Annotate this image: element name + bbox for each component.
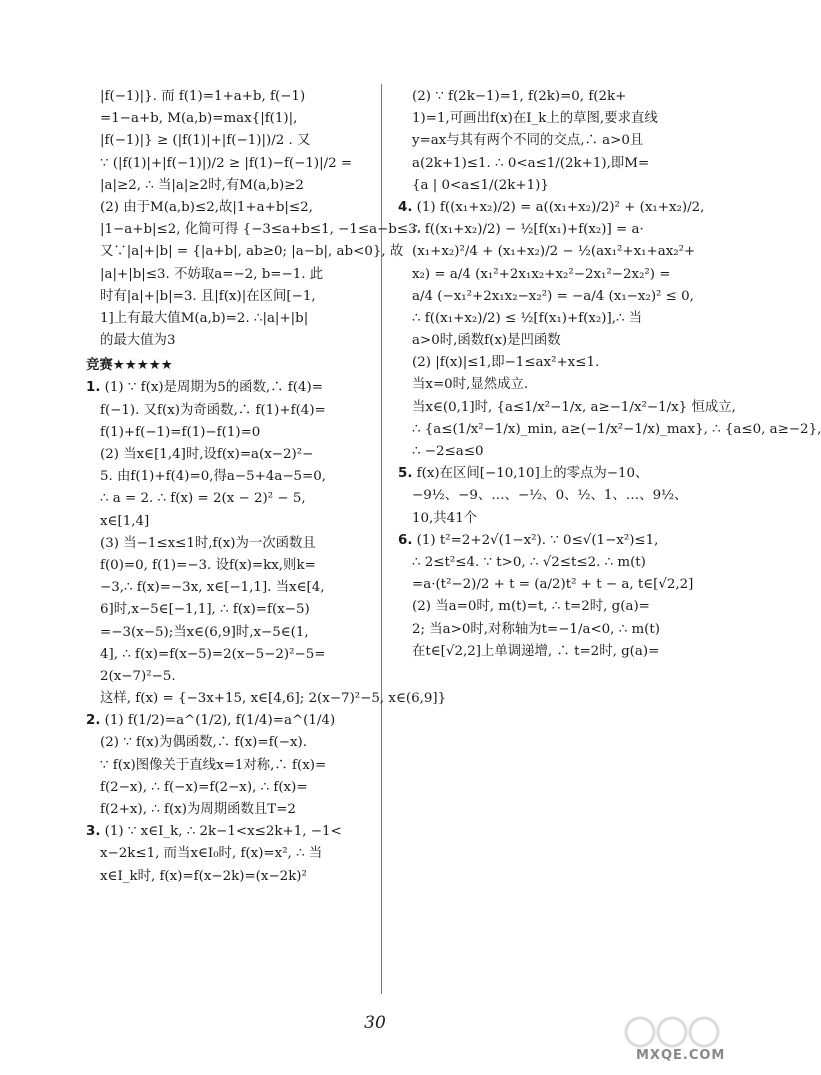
text-line: (x₁+x₂)²/4 + (x₁+x₂)/2 − ½(ax₁²+x₁+ax₂²+	[412, 244, 696, 260]
text-line: 当x∈(0,1]时, {a≤1/x²−1/x, a≥−1/x²−1/x} 恒成立,	[412, 399, 736, 415]
text-line: 在t∈[√2,2]上单调递增, ∴ t=2时, g(a)=	[412, 643, 660, 659]
text-line: −9½、−9、…、−½、0、½、1、…、9½、	[412, 488, 688, 504]
text-line: 6]时,x−5∈[−1,1], ∴ f(x)=f(x−5)	[100, 602, 310, 618]
problem-number: 3.	[86, 824, 101, 840]
text-line: {a | 0<a≤1/(2k+1)}	[412, 177, 549, 193]
text-line: ∴ f((x₁+x₂)/2) − ½[f(x₁)+f(x₂)] = a·	[412, 222, 644, 238]
problem-number: 1.	[86, 380, 101, 396]
problem-item	[398, 530, 688, 552]
text-line: f(0)=0, f(1)=−3. 设f(x)=kx,则k=	[100, 557, 316, 573]
problem-number: 6.	[398, 532, 413, 548]
text-line: ∴ 2≤t²≤4. ∵ t>0, ∴ √2≤t≤2. ∴ m(t)	[412, 554, 646, 570]
text-line: −3,∴ f(x)=−3x, x∈[−1,1]. 当x∈[4,	[100, 580, 325, 596]
problem-text: f(x)在区间[−10,10]上的零点为−10、	[416, 466, 649, 482]
problem-text: (1) f(1/2)=a^(1/2), f(1/4)=a^(1/4)	[104, 713, 336, 729]
text-line: x₂) = a/4 (x₁²+2x₁x₂+x₂²−2x₁²−2x₂²) =	[412, 266, 671, 282]
problem-text: (1) t²=2+2√(1−x²). ∵ 0≤√(1−x²)≤1,	[416, 532, 659, 548]
text-line: a>0时,函数f(x)是凹函数	[412, 333, 561, 349]
text-line: |f(−1)|} ≥ (|f(1)|+|f(−1)|)/2 . 又	[100, 133, 311, 149]
problem-item	[398, 463, 688, 485]
text-line: 又∵|a|+|b| = {|a+b|, ab≥0; |a−b|, ab<0}, 故	[100, 244, 404, 260]
text-line: (2) ∵ f(2k−1)=1, f(2k)=0, f(2k+	[412, 89, 627, 104]
text-line: =−3(x−5);当x∈(6,9]时,x−5∈(1,	[100, 624, 309, 640]
text-line: x∈[1,4]	[100, 513, 150, 529]
right-column	[398, 86, 821, 663]
text-line: y=ax与其有两个不同的交点,∴ a>0且	[412, 133, 644, 149]
text-line: |1−a+b|≤2, 化简可得 {−3≤a+b≤1, −1≤a−b≤3.	[100, 222, 421, 238]
problem-item	[86, 377, 368, 399]
text-line: 4], ∴ f(x)=f(x−5)=2(x−5−2)²−5=	[100, 646, 326, 662]
text-line: a(2k+1)≤1. ∴ 0<a≤1/(2k+1),即M=	[412, 155, 650, 171]
text-line: 10,共41个	[412, 510, 478, 526]
text-line: a/4 (−x₁²+2x₁x₂−x₂²) = −a/4 (x₁−x₂)² ≤ 0,	[412, 288, 694, 304]
text-line: (2) |f(x)|≤1,即−1≤ax²+x≤1.	[412, 355, 600, 371]
text-line: 5. 由f(1)+f(4)=0,得a−5+4a−5=0,	[100, 469, 327, 485]
text-line: 的最大值为3	[100, 333, 176, 349]
problem-text: (1) ∵ x∈I_k, ∴ 2k−1<x≤2k+1, −1<	[104, 824, 342, 840]
text-line: (3) 当−1≤x≤1时,f(x)为一次函数且	[100, 535, 316, 551]
page-number: 30	[364, 1013, 386, 1033]
section-heading: 竞赛★★★★★	[86, 358, 173, 374]
problem-item	[86, 821, 368, 843]
problem-number: 5.	[398, 466, 413, 482]
text-line: ∴ −2≤a≤0	[412, 444, 484, 459]
problem-text: (1) f((x₁+x₂)/2) = a((x₁+x₂)/2)² + (x₁+x₂)/2,	[416, 199, 705, 215]
text-line: =1−a+b, M(a,b)=max{|f(1)|,	[100, 111, 298, 127]
text-line: ∵ (|f(1)|+|f(−1)|)/2 ≥ |f(1)−f(−1)|/2 =	[100, 155, 353, 171]
problem-number: 2.	[86, 713, 101, 729]
text-line: ∴ {a≤(1/x²−1/x)_min, a≥(−1/x²−1/x)_max}, ∴ {a≤0, a≥−2},	[412, 421, 821, 437]
text-line: 1)=1,可画出f(x)在I_k上的草图,要求直线	[412, 111, 658, 127]
problem-item	[86, 710, 368, 732]
problem-item	[398, 197, 705, 219]
text-line: |f(−1)|}. 而 f(1)=1+a+b, f(−1)	[100, 89, 306, 104]
text-line: f(2−x), ∴ f(−x)=f(2−x), ∴ f(x)=	[100, 779, 308, 795]
problem-text: (1) ∵ f(x)是周期为5的函数,∴ f(4)=	[104, 380, 323, 396]
text-line: f(2+x), ∴ f(x)为周期函数且T=2	[100, 802, 296, 817]
text-line: (2) ∵ f(x)为偶函数,∴ f(x)=f(−x).	[100, 735, 308, 751]
text-line: |a|+|b|≤3. 不妨取a=−2, b=−1. 此	[100, 266, 324, 282]
watermark-text: MXQE.COM	[636, 1048, 726, 1063]
text-line: 当x=0时,显然成立.	[412, 377, 529, 393]
text-line: ∴ a = 2. ∴ f(x) = 2(x − 2)² − 5,	[100, 491, 306, 507]
text-line: =a·(t²−2)/2 + t = (a/2)t² + t − a, t∈[√2,2]	[412, 577, 694, 593]
text-line: (2) 当a=0时, m(t)=t, ∴ t=2时, g(a)=	[412, 599, 650, 615]
text-line: ∵ f(x)图像关于直线x=1对称,∴ f(x)=	[100, 757, 327, 773]
text-line: f(−1). 又f(x)为奇函数,∴ f(1)+f(4)=	[100, 402, 326, 418]
text-line: 2(x−7)²−5.	[100, 668, 176, 684]
text-line: 这样, f(x) = {−3x+15, x∈[4,6]; 2(x−7)²−5, x∈(6,9]}	[100, 691, 447, 707]
text-line: x∈I_k时, f(x)=f(x−2k)=(x−2k)²	[100, 868, 307, 884]
text-line: ∴ f((x₁+x₂)/2) ≤ ½[f(x₁)+f(x₂)],∴ 当	[412, 310, 643, 326]
text-line: x−2k≤1, 而当x∈I₀时, f(x)=x², ∴ 当	[100, 846, 323, 862]
problem-number: 4.	[398, 199, 413, 215]
text-line: 时有|a|+|b|=3. 且|f(x)|在区间[−1,	[100, 288, 316, 304]
text-line: f(1)+f(−1)=f(1)−f(1)=0	[100, 424, 261, 440]
text-line: 1]上有最大值M(a,b)=2. ∴|a|+|b|	[100, 310, 309, 326]
text-line: (2) 由于M(a,b)≤2,故|1+a+b|≤2,	[100, 199, 313, 215]
text-line: (2) 当x∈[1,4]时,设f(x)=a(x−2)²−	[100, 447, 314, 462]
text-line: 2; 当a>0时,对称轴为t=−1/a<0, ∴ m(t)	[412, 621, 661, 637]
text-line: |a|≥2, ∴ 当|a|≥2时,有M(a,b)≥2	[100, 177, 304, 193]
